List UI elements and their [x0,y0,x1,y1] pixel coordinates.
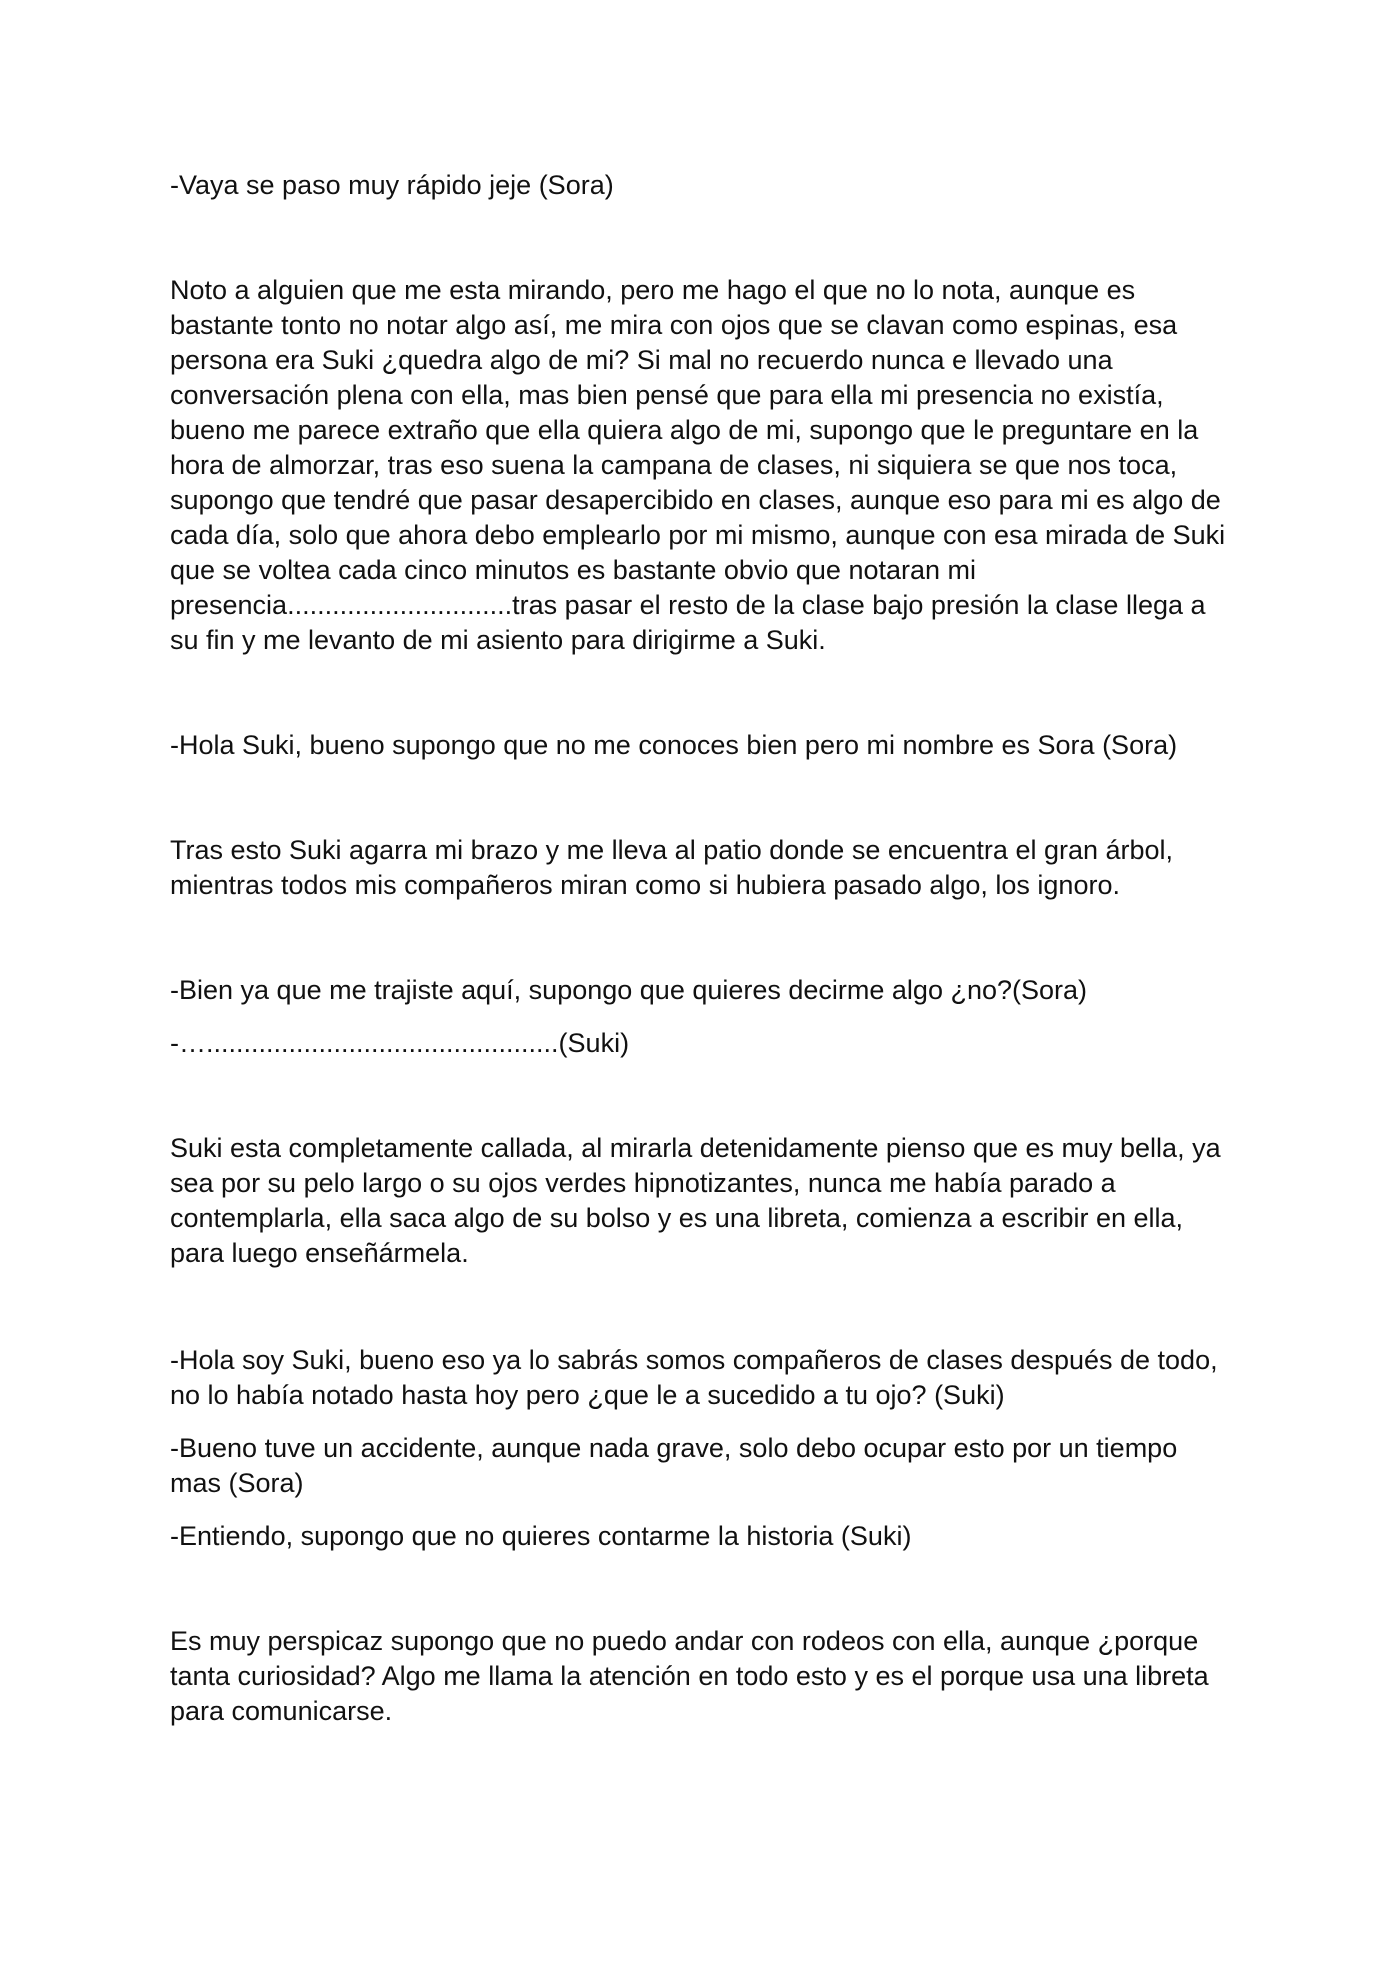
narration-paragraph-2: Tras esto Suki agarra mi brazo y me lleva al patio donde se encuentra el gran árbol, mientras todos mis compañeros miran como si hubiera pasado algo, los ignoro. [170,835,1174,900]
dialogue-line-sora-2: -Hola Suki, bueno supongo que no me conoces bien pero mi nombre es Sora (Sora) [170,730,1178,760]
paragraph-spacer [170,1061,1232,1131]
dialogue-line-suki-3: -Entiendo, supongo que no quieres contarme la historia (Suki) [170,1521,912,1551]
line-spacer [170,1413,1232,1431]
paragraph-spacer [170,1554,1232,1624]
dialogue-line-sora-4: -Bueno tuve un accidente, aunque nada grave, solo debo ocupar esto por un tiempo mas (Sora) [170,1433,1178,1498]
narration-paragraph-1: Noto a alguien que me esta mirando, pero me hago el que no lo nota, aunque es bastante tonto no notar algo así, me mira con ojos que se clavan como espinas, esa persona era Suki ¿quedra algo de mi? Si mal no recuerdo nunca e llevado una conversación plena con ella, mas bien pensé que para ella mi presencia no existía, bueno me parece extraño que ella quiera algo de mi, supongo que le preguntare en la hora de almorzar, tras eso suena la campana de clases, ni siquiera se que nos toca, supongo que tendré que pasar desapercibido en clases, aunque eso para mi es algo de cada día, solo que ahora debo emplearlo por mi mismo, aunque con esa mirada de Suki que se voltea cada cinco minutos es bastante obvio que notaran mi presencia..............................tras pasar el resto de la clase bajo presión la clase llega a su fin y me levanto de mi asiento para dirigirme a Suki. [170,275,1226,655]
line-spacer [170,1501,1232,1519]
paragraph-spacer [170,1271,1232,1343]
paragraph-spacer [170,903,1232,973]
narration-paragraph-4: Es muy perspicaz supongo que no puedo andar con rodeos con ella, aunque ¿porque tanta curiosidad? Algo me llama la atención en todo esto y es el porque usa una libreta para comunicarse. [170,1626,1209,1726]
paragraph-spacer [170,763,1232,833]
dialogue-line-suki-1: -…...............................................(Suki) [170,1028,630,1058]
dialogue-line-sora-1: -Vaya se paso muy rápido jeje (Sora) [170,170,614,200]
dialogue-line-sora-3: -Bien ya que me trajiste aquí, supongo que quieres decirme algo ¿no?(Sora) [170,975,1088,1005]
narration-paragraph-3: Suki esta completamente callada, al mirarla detenidamente pienso que es muy bella, ya sea por su pelo largo o su ojos verdes hipnotizantes, nunca me había parado a contemplarla, ella saca algo de su bolso y es una libreta, comienza a escribir en ella, para luego enseñármela. [170,1133,1221,1268]
paragraph-spacer [170,658,1232,728]
dialogue-line-suki-2: -Hola soy Suki, bueno eso ya lo sabrás somos compañeros de clases después de todo, no lo había notado hasta hoy pero ¿que le a sucedido a tu ojo? (Suki) [170,1345,1218,1410]
paragraph-spacer [170,203,1232,273]
line-spacer [170,1008,1232,1026]
